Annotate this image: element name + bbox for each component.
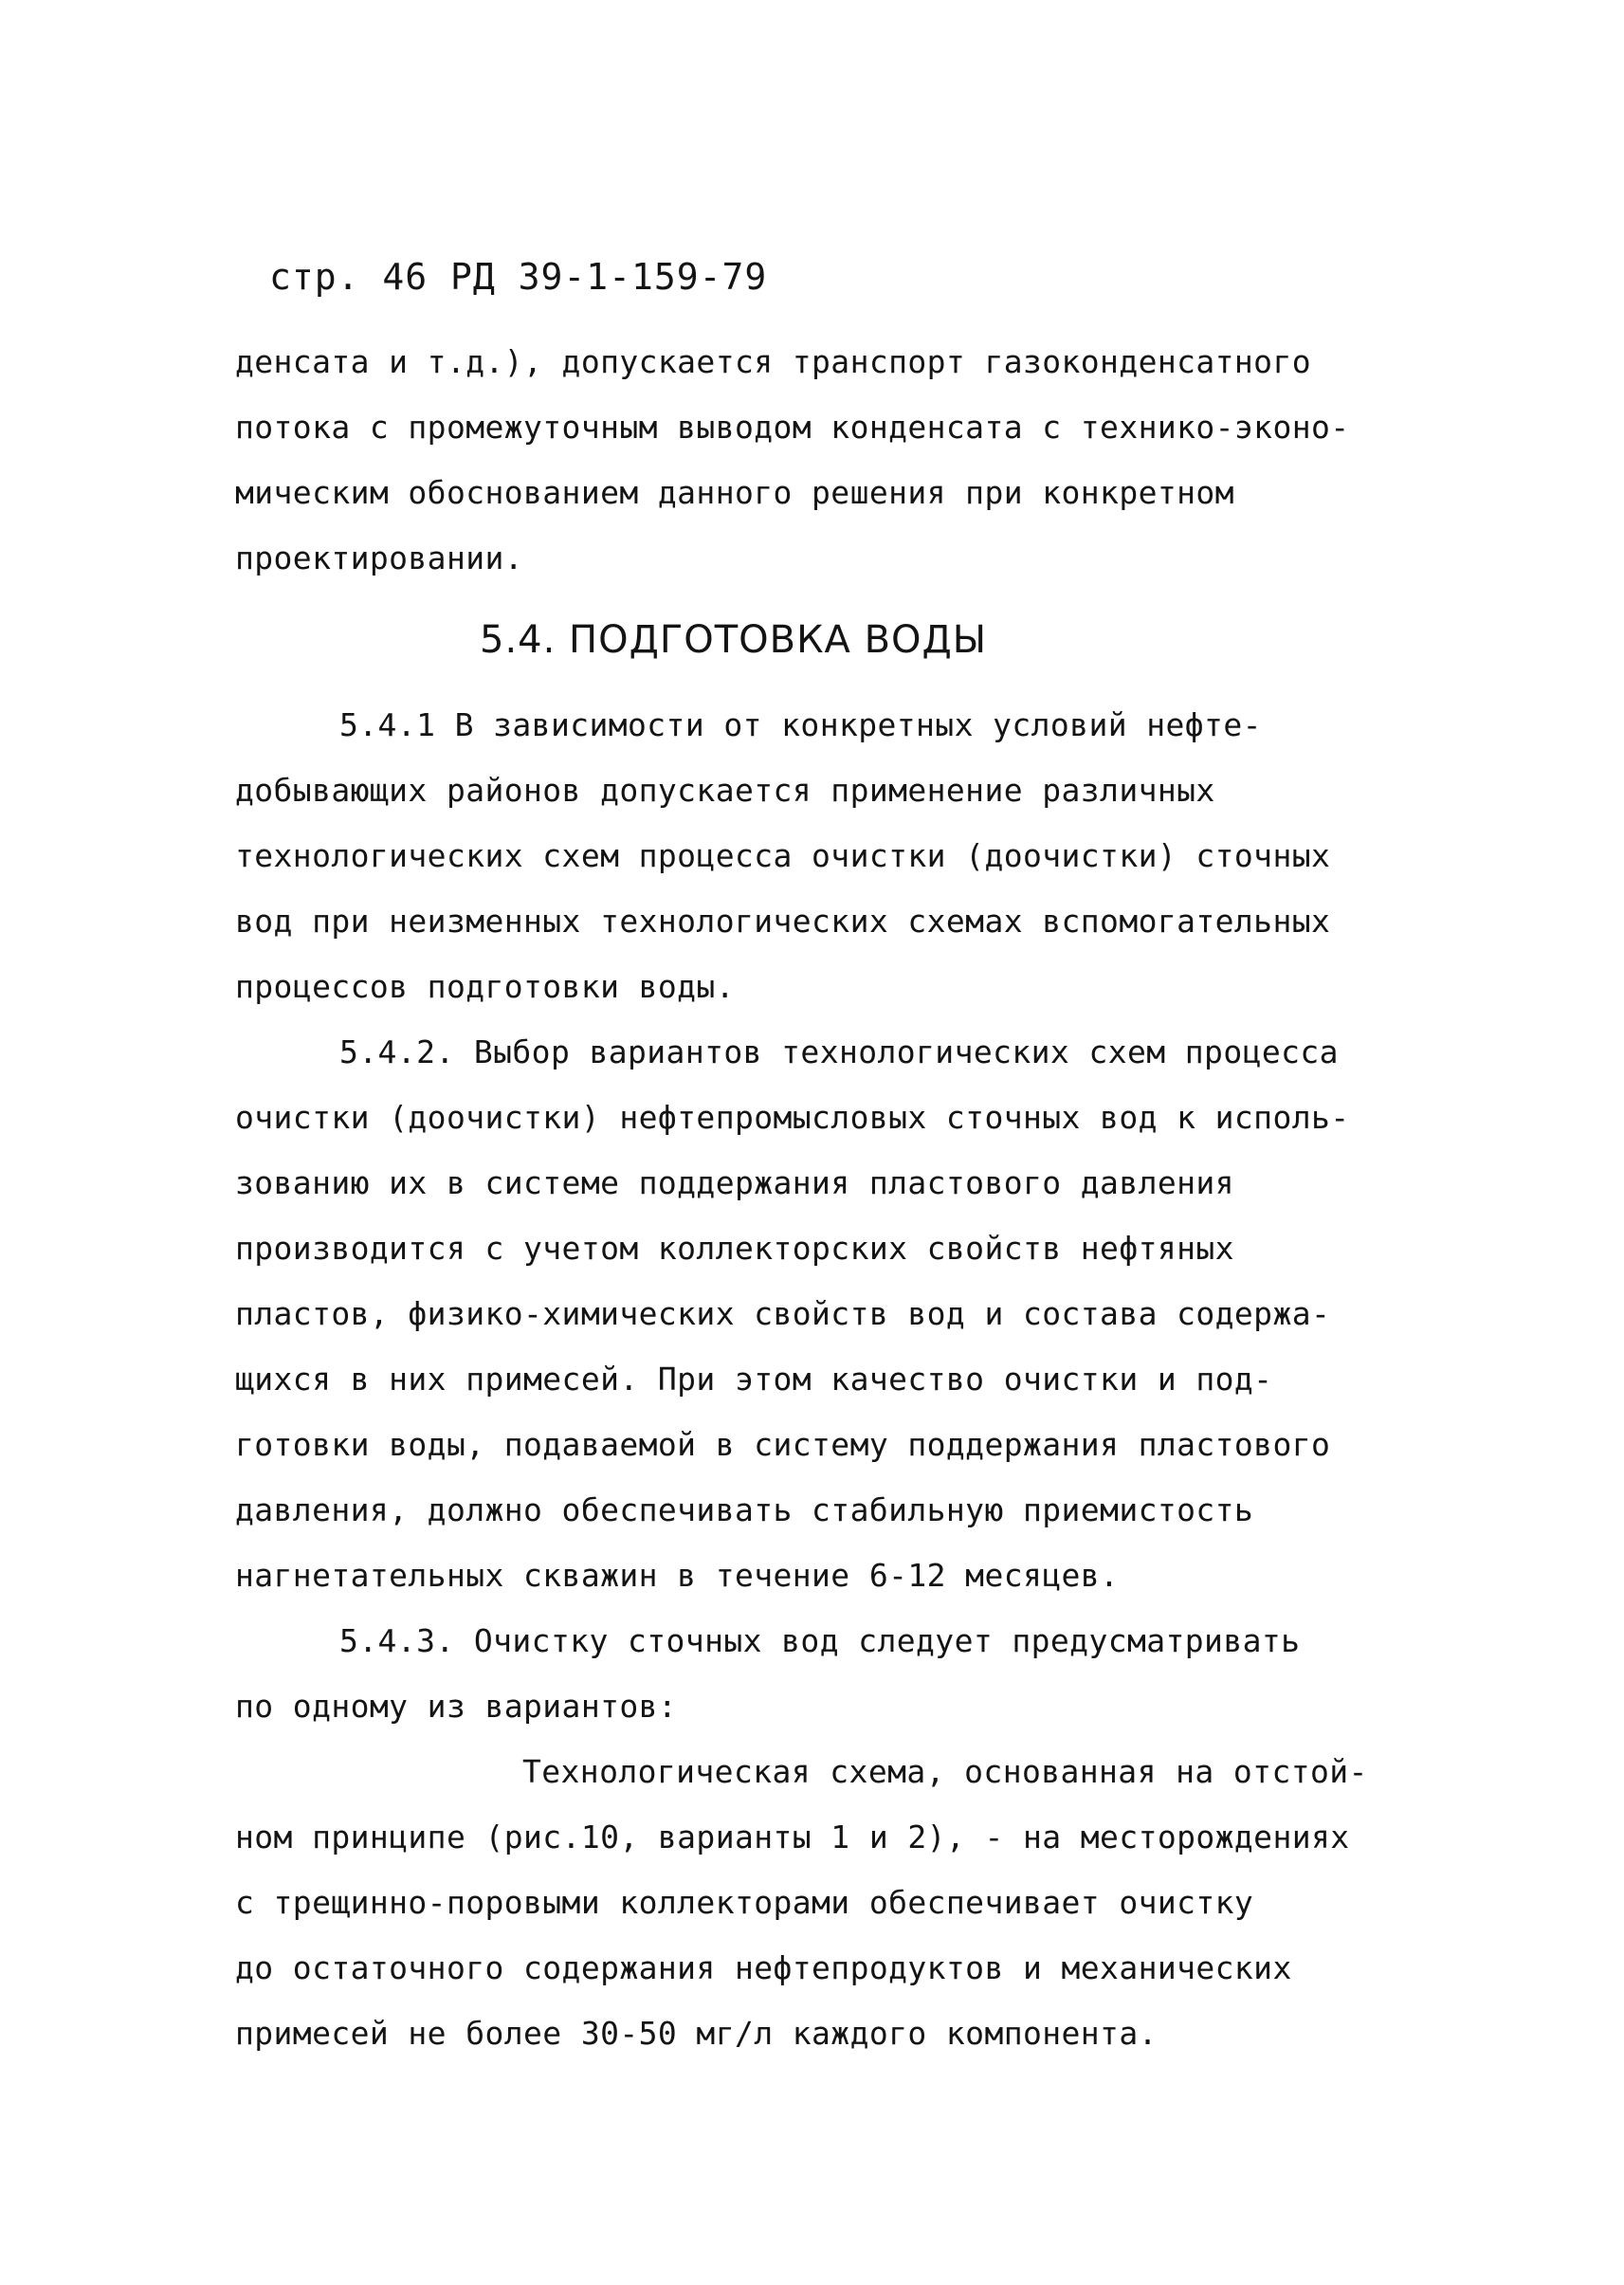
text-line: зованию их в системе поддержания пластового давления xyxy=(235,1164,1234,1201)
text-line: производится с учетом коллекторских свойств нефтяных xyxy=(235,1230,1234,1267)
text-line: очистки (доочистки) нефтепромысловых сточных вод к исполь- xyxy=(235,1099,1350,1136)
text-line: проектировании. xyxy=(235,539,524,576)
text-line: 5.4.2. Выбор вариантов технологических схем процесса xyxy=(339,1033,1339,1070)
text-line: 5.4.1 В зависимости от конкретных условий нефте- xyxy=(339,706,1262,743)
text-line: потока с промежуточным выводом конденсата с технико-эконо- xyxy=(235,409,1350,446)
text-line: примесей не более 30-50 мг/л каждого компонента. xyxy=(235,2015,1158,2052)
text-line: готовки воды, подаваемой в систему поддержания пластового xyxy=(235,1426,1331,1463)
text-line: добывающих районов допускается применение различных xyxy=(235,772,1215,809)
text-line: денсата и т.д.), допускается транспорт газоконденсатного xyxy=(235,343,1311,380)
text-line: мическим обоснованием данного решения при конкретном xyxy=(235,474,1234,511)
text-line: нагнетательных скважин в течение 6-12 месяцев. xyxy=(235,1557,1120,1594)
text-line: давления, должно обеспечивать стабильную приемистость xyxy=(235,1491,1254,1528)
text-line: вод при неизменных технологических схемах вспомогательных xyxy=(235,903,1331,940)
text-line: 5.4.3. Очистку сточных вод следует предусматривать xyxy=(339,1622,1301,1659)
text-line: пластов, физико-химических свойств вод и состава содержа- xyxy=(235,1295,1331,1332)
text-line: по одному из вариантов: xyxy=(235,1688,678,1725)
text-line: Технологическая схема, основанная на отстой- xyxy=(522,1753,1368,1790)
text-line: до остаточного содержания нефтепродуктов и механических xyxy=(235,1949,1292,1986)
text-line: с трещинно-поровыми коллекторами обеспечивает очистку xyxy=(235,1884,1254,1921)
text-line: щихся в них примесей. При этом качество очистки и под- xyxy=(235,1361,1273,1398)
section-heading: 5.4. ПОДГОТОВКА ВОДЫ xyxy=(480,618,988,662)
page-header: стр. 46 РД 39-1-159-79 xyxy=(269,256,768,298)
text-line: технологических схем процесса очистки (доочистки) сточных xyxy=(235,837,1331,874)
text-line: процессов подготовки воды. xyxy=(235,968,735,1005)
text-line: ном принципе (рис.10, варианты 1 и 2), - на месторождениях xyxy=(235,1819,1350,1855)
